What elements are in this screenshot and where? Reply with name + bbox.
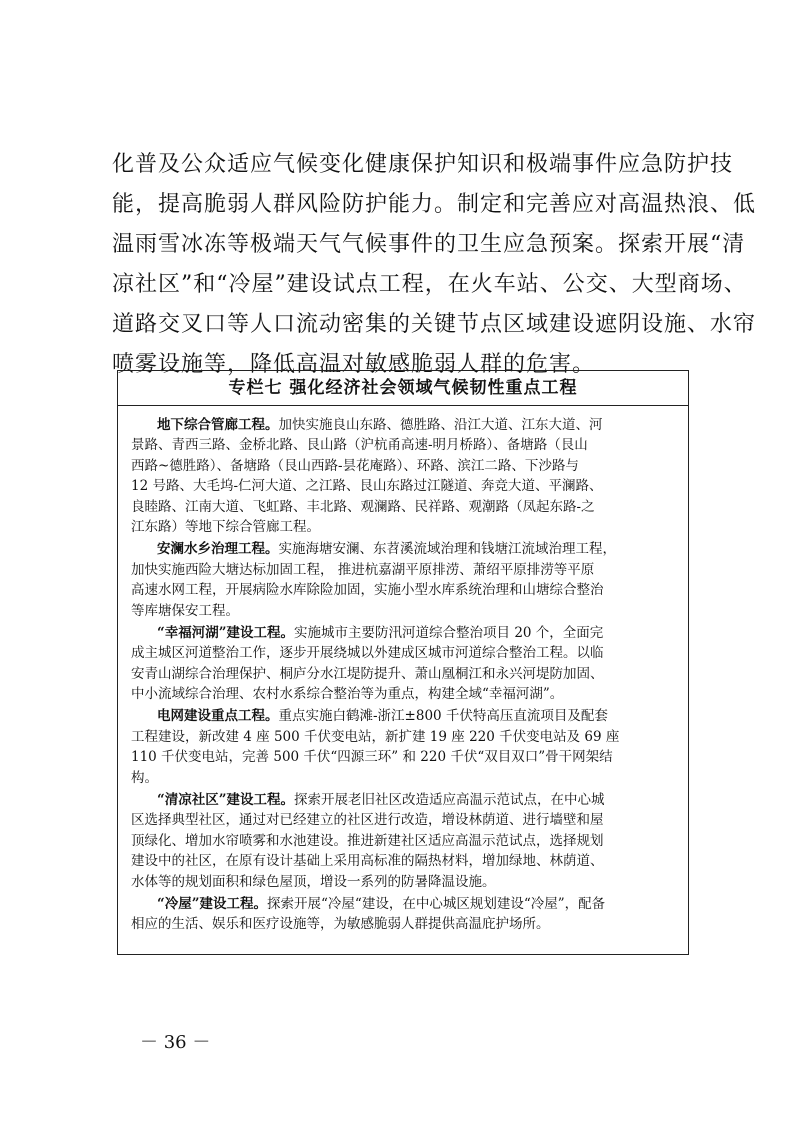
project-paragraph [131, 623, 675, 705]
paragraph-line [131, 415, 675, 435]
project-paragraph [131, 415, 675, 537]
paragraph-line: 成主城区河道整治工作，逐步开展绕城以外建成区城市河道综合整治工程。以临 [131, 645, 604, 662]
paragraph-text: 加快实施良山东路、德胜路、沿江大道、江东大道、河 [278, 417, 603, 433]
body-text [112, 145, 757, 385]
paragraph-text: 实施城市主要防汛河道综合整治项目 20 个，全面完 [294, 624, 604, 641]
paragraph-line: 江东路）等地下综合管廊工程。 [131, 518, 320, 535]
body-line: 化普及公众适应气候变化健康保护知识和极端事件应急防护技 [112, 152, 734, 177]
paragraph-line: 顶绿化、增加水帘喷雾和水池建设。推进新建社区适应高温示范试点，选择规划 [131, 832, 604, 849]
paragraph-line: 水体等的规划面积和绿色屋顶，增设一系列的防暑降温设施。 [131, 873, 496, 890]
box-title: 专栏七 强化经济社会领域气候韧性重点工程 [118, 371, 688, 406]
paragraph-line: 景路、青西三路、金桥北路、艮山路（沪杭甬高速-明月桥路）、备塘路（艮山 [131, 437, 588, 454]
project-paragraph [131, 539, 675, 621]
project-paragraph [131, 706, 675, 788]
paragraph-text: 探索开展老旧社区改造适应高温示范试点，在中心城 [294, 792, 605, 809]
paragraph-line: 区选择典型社区，通过对已经建立的社区进行改造，增设林荫道、进行墙壁和屋 [131, 812, 604, 829]
project-paragraph [131, 894, 675, 935]
paragraph-line: 12 号路、大毛坞-仁河大道、之江路、艮山东路过江隧道、奔竞大道、平澜路、 [131, 478, 603, 495]
paragraph-text: 探索开展“冷屋“建设，在中心城区规划建设“冷屋”，配备 [267, 895, 606, 912]
body-line: 道路交叉口等人口流动密集的关键节点区域建设遮阴设施、水帘 [112, 312, 757, 337]
paragraph-line: 相应的生活、娱乐和医疗设施等，为敏感脆弱人群提供高温庇护场所。 [131, 916, 550, 933]
paragraph-line: 110 千伏变电站，完善 500 千伏“四源三环” 和 220 千伏“双目双口”骨干网架结 [131, 749, 613, 766]
paragraph-line: 西路~德胜路）、备塘路（艮山西路-昙花庵路）、环路、滨江二路、下沙路与 [131, 457, 579, 474]
paragraph-line [131, 539, 675, 559]
paragraph-line: 等库塘保安工程。 [131, 602, 239, 619]
paragraph-text: 重点实施白鹤滩-浙江±800 千伏特高压直流项目及配套 [278, 708, 608, 725]
paragraph-line [131, 894, 675, 914]
page-number: － 36 － [140, 1032, 211, 1053]
paragraph-line: 良睦路、江南大道、飞虹路、丰北路、观澜路、民祥路、观潮路（凤起东路-之 [131, 498, 595, 515]
box-body [118, 406, 688, 935]
paragraph-line: 加快实施西险大塘达标加固工程， 推进杭嘉湖平原排涝、萧绍平原排涝等平原 [131, 561, 595, 578]
project-heading: 电网建设重点工程。 [157, 708, 279, 725]
project-heading: “冷屋”建设工程。 [157, 895, 268, 912]
paragraph-line [131, 623, 675, 643]
project-paragraph [131, 790, 675, 892]
paragraph-line: 构。 [131, 769, 158, 786]
paragraph-line: 工程建设，新改建 4 座 500 千伏变电站，新扩建 19 座 220 千伏变电站及 69 座 [131, 728, 620, 745]
paragraph-line: 安青山湖综合治理保护、桐庐分水江堤防提升、萧山凰桐江和永兴河堤防加固、 [131, 665, 604, 682]
body-line: 温雨雪冰冻等极端天气气候事件的卫生应急预案。探索开展“清 [112, 232, 746, 257]
sidebar-box [117, 370, 689, 955]
paragraph-line [131, 790, 675, 810]
project-heading: 地下综合管廊工程。 [157, 417, 279, 433]
body-line: 凉社区”和“冷屋”建设试点工程，在火车站、公交、大型商场、 [112, 272, 747, 297]
project-heading: “幸福河湖”建设工程。 [157, 624, 295, 641]
paragraph-line: 中小流域综合治理、农村水系综合整治等为重点，构建全域“幸福河湖”。 [131, 686, 564, 703]
body-line: 喷雾设施等，降低高温对敏感脆弱人群的危害。 [112, 352, 596, 377]
project-heading: 安澜水乡治理工程。 [157, 541, 279, 558]
paragraph-line: 建设中的社区，在原有设计基础上采用高标准的隔热材料，增加绿地、林荫道、 [131, 853, 604, 870]
paragraph-text: 实施海塘安澜、东苕溪流域治理和钱塘江流域治理工程， [278, 541, 616, 558]
project-heading: “清凉社区”建设工程。 [157, 792, 295, 809]
paragraph-line: 高速水网工程，开展病险水库除险加固，实施小型水库系统治理和山塘综合整治 [131, 582, 604, 599]
paragraph-line [131, 706, 675, 726]
body-line: 能，提高脆弱人群风险防护能力。制定和完善应对高温热浪、低 [112, 192, 757, 217]
